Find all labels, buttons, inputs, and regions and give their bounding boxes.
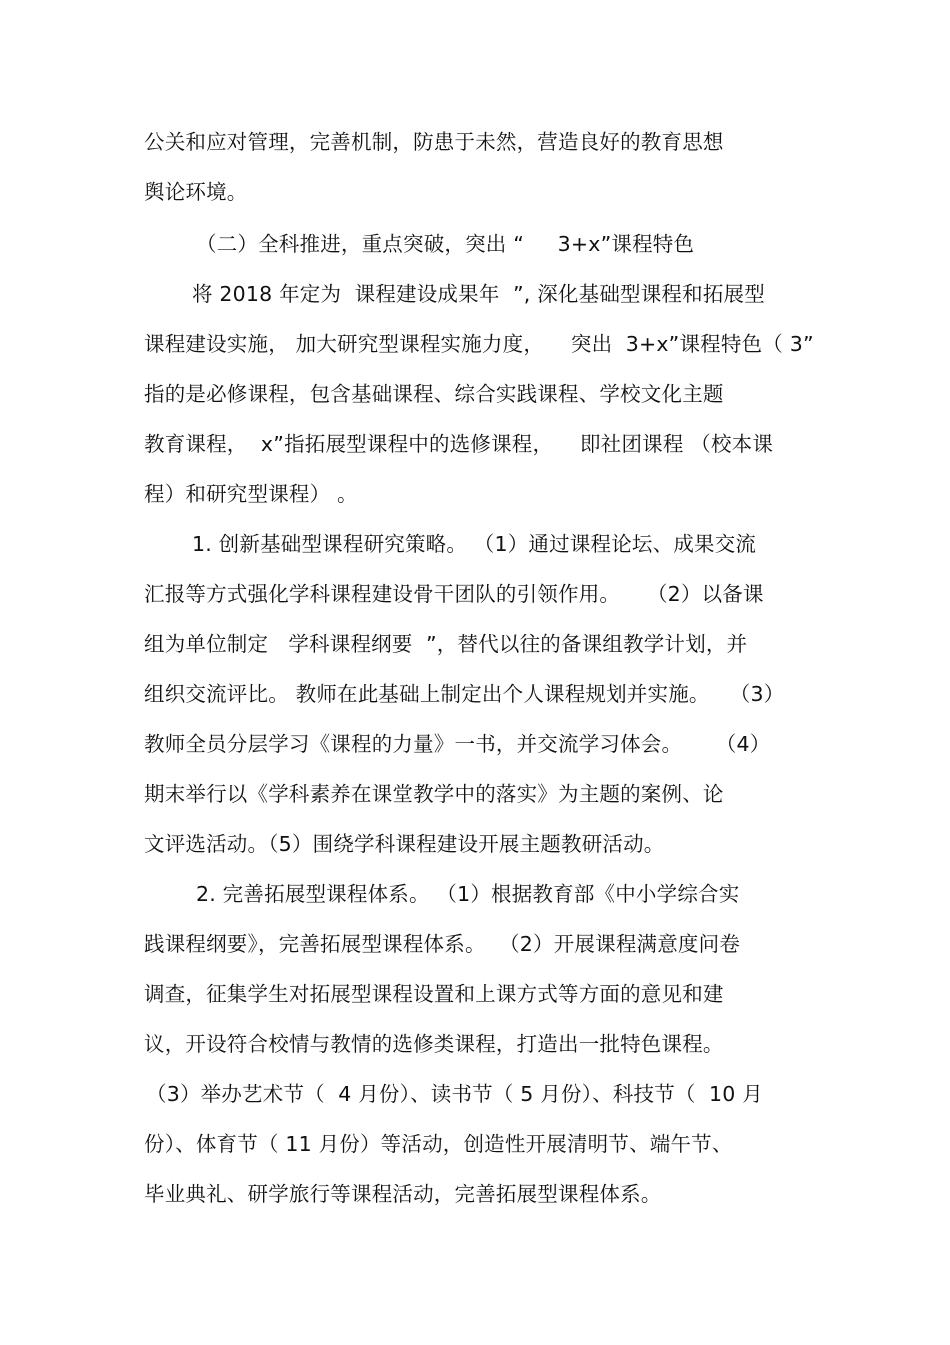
text-line: 程）和研究型课程） 。 [144, 482, 358, 506]
numbered-item: 1. 创新基础型课程研究策略。 （1）通过课程论坛、成果交流 [192, 532, 757, 556]
text-line: 组为单位制定 学科课程纲要 ”，替代以往的备课组教学计划，并 [144, 632, 748, 656]
section-heading: （二）全科推进，重点突破，突出 “ 3+x”课程特色 [196, 232, 695, 256]
text-line: 指的是必修课程，包含基础课程、综合实践课程、学校文化主题 [144, 382, 724, 406]
text-line: 将 2018 年定为 课程建设成果年 ”, 深化基础型课程和拓展型 [192, 282, 765, 306]
text-line: 教育课程， x”指拓展型课程中的选修课程， 即社团课程 （校本课 [144, 432, 774, 456]
numbered-item: 2. 完善拓展型课程体系。 （1）根据教育部《中小学综合实 [196, 882, 740, 906]
text-line: 践课程纲要》，完善拓展型课程体系。 （2）开展课程满意度问卷 [144, 932, 741, 956]
text-line: 文评选活动。（5）围绕学科课程建设开展主题教研活动。 [144, 832, 665, 856]
text-line: 期末举行以《学科素养在课堂教学中的落实》为主题的案例、论 [144, 782, 724, 806]
text-line: 课程建设实施， 加大研究型课程实施力度， 突出 3+x”课程特色（ 3” [144, 332, 814, 356]
text-line: 毕业典礼、研学旅行等课程活动，完善拓展型课程体系。 [144, 1182, 662, 1206]
text-line: （3）举办艺术节（ 4 月份）、读书节（ 5 月份）、科技节（ 10 月 [146, 1082, 763, 1106]
text-line: 议，开设符合校情与教情的选修类课程，打造出一批特色课程。 [144, 1032, 724, 1056]
text-line: 舆论环境。 [144, 180, 248, 204]
text-line: 汇报等方式强化学科课程建设骨干团队的引领作用。 （2）以备课 [144, 582, 764, 606]
text-line: 公关和应对管理，完善机制，防患于未然，营造良好的教育思想 [144, 130, 724, 154]
text-line: 份）、体育节（ 11 月份）等活动，创造性开展清明节、端午节、 [144, 1132, 733, 1156]
text-line: 调查，征集学生对拓展型课程设置和上课方式等方面的意见和建 [144, 982, 724, 1006]
text-line: 组织交流评比。 教师在此基础上制定出个人课程规划并实施。 （3） [144, 682, 785, 706]
text-line: 教师全员分层学习《课程的力量》一书，并交流学习体会。 （4） [144, 732, 771, 756]
